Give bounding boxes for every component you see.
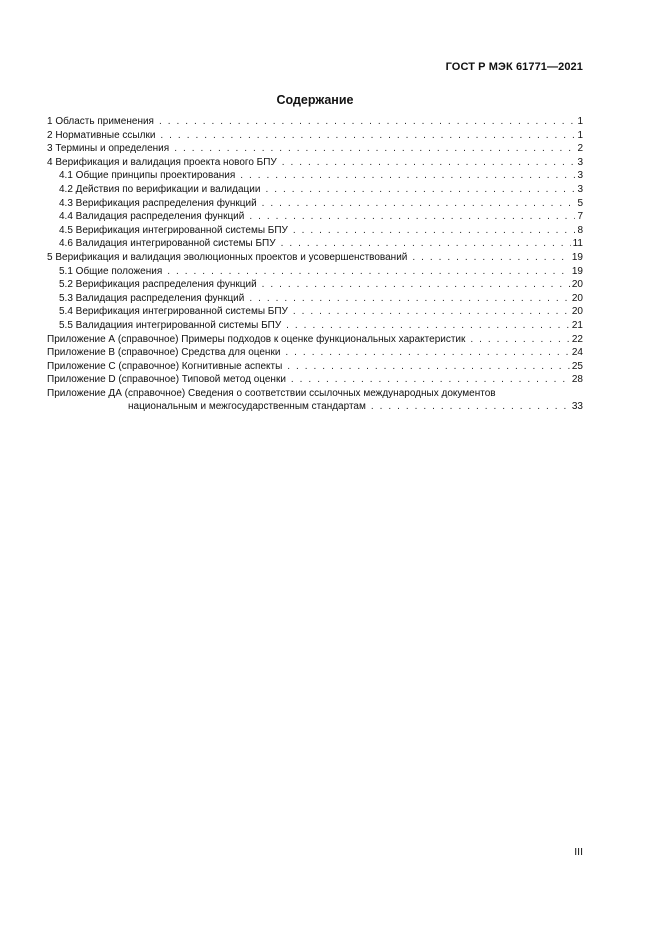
toc-entry-page: 1	[577, 129, 583, 141]
toc-entry-label: 3 Термины и определения	[47, 143, 170, 155]
toc-leader	[287, 360, 570, 374]
toc-entry-label: Приложение А (справочное) Примеры подходов к оценке функциональных характеристик	[47, 333, 466, 345]
toc-entry[interactable]	[47, 129, 583, 143]
toc-leader	[160, 129, 575, 143]
toc-entry-label: 5.3 Валидация распределения функций	[59, 292, 245, 304]
toc-entry-page: 3	[577, 183, 583, 195]
toc-entry-page: 2	[577, 143, 583, 155]
toc-entry-page: 24	[571, 347, 583, 359]
toc-leader	[167, 265, 570, 279]
toc-entry-page: 19	[571, 251, 583, 263]
toc-entry-page: 20	[571, 306, 583, 318]
toc-subentry[interactable]	[47, 292, 583, 306]
toc-subentry[interactable]	[47, 319, 583, 333]
toc-entry[interactable]	[47, 251, 583, 265]
toc-entry-page: 25	[571, 360, 583, 372]
toc-leader	[286, 319, 570, 333]
toc-leader	[174, 142, 575, 156]
toc-appendix[interactable]	[47, 346, 583, 360]
toc-entry-page: 20	[571, 279, 583, 291]
toc-leader	[249, 292, 570, 306]
toc-leader	[262, 278, 570, 292]
toc-leader	[285, 346, 569, 360]
toc-appendix[interactable]	[47, 333, 583, 347]
toc-entry-page: 33	[571, 401, 583, 413]
toc-subentry[interactable]	[47, 224, 583, 238]
toc-leader	[159, 115, 575, 129]
toc-entry-label: 5.5 Валидациия интегрированной системы БПУ	[59, 319, 282, 331]
toc-subentry[interactable]	[47, 265, 583, 279]
toc-entry-label: 1 Область применения	[47, 116, 154, 127]
toc-leader	[291, 373, 570, 387]
toc-leader	[371, 400, 570, 414]
toc-subentry[interactable]	[47, 183, 583, 197]
toc-leader	[293, 305, 570, 319]
toc-entry-page: 1	[577, 116, 583, 127]
toc-entry-label: Приложение С (справочное) Когнитивные аспекты	[47, 360, 283, 372]
toc-entry-label: Приложение D (справочное) Типовой метод оценки	[47, 374, 286, 386]
toc-entry-label: национальным и межгосударственным стандартам	[128, 401, 366, 413]
toc-entry-page: 19	[571, 265, 583, 277]
toc-appendix[interactable]	[47, 360, 583, 374]
toc-entry-page: 28	[571, 374, 583, 386]
toc-subentry[interactable]	[47, 169, 583, 183]
toc-entry-label: 4.3 Верификация распределения функций	[59, 197, 257, 209]
toc-entry-label: 4.5 Верификация интегрированной системы БПУ	[59, 224, 288, 236]
toc-entry-label: Приложение В (справочное) Средства для оценки	[47, 347, 281, 359]
table-of-contents	[47, 115, 583, 414]
toc-entry-page: 7	[577, 211, 583, 223]
toc-entry-label: 4.4 Валидация распределения функций	[59, 211, 245, 223]
toc-entry-label: 5.2 Верификация распределения функций	[59, 279, 257, 291]
toc-leader	[249, 210, 575, 224]
toc-entry-label: 5.1 Общие положения	[59, 265, 163, 277]
toc-entry-label: 4.6 Валидация интегрированной системы БПУ	[59, 238, 276, 250]
toc-subentry[interactable]	[47, 278, 583, 292]
toc-entry-label: 2 Нормативные ссылки	[47, 129, 156, 141]
toc-entry-page: 3	[577, 156, 583, 168]
toc-entry-label: 5 Верификация и валидация эволюционных проектов и усовершенствований	[47, 251, 408, 263]
toc-entry-page: 11	[572, 238, 583, 250]
toc-entry-page: 5	[577, 197, 583, 209]
toc-leader	[262, 197, 576, 211]
toc-entry-page: 21	[571, 319, 583, 331]
toc-entry-page: 8	[577, 224, 583, 236]
toc-entry-label: 4 Верификация и валидация проекта нового БПУ	[47, 156, 277, 168]
toc-entry[interactable]	[47, 142, 583, 156]
toc-subentry[interactable]	[47, 210, 583, 224]
toc-entry-label: 5.4 Верификация интегрированной системы БПУ	[59, 306, 288, 318]
toc-entry-label: 4.1 Общие принципы проектирования	[59, 170, 236, 182]
toc-appendix-continuation[interactable]	[47, 400, 583, 414]
toc-leader	[265, 183, 575, 197]
toc-leader	[281, 237, 571, 251]
toc-entry-label: 4.2 Действия по верификации и валидации	[59, 183, 261, 195]
toc-entry-page: 20	[571, 292, 583, 304]
toc-entry[interactable]	[47, 115, 583, 129]
page-title: Содержание	[276, 93, 354, 107]
toc-subentry[interactable]	[47, 305, 583, 319]
toc-leader	[293, 224, 576, 238]
toc-subentry[interactable]	[47, 197, 583, 211]
document-header: ГОСТ Р МЭК 61771—2021	[445, 61, 583, 73]
page-number: III	[574, 846, 583, 858]
toc-entry-page: 22	[571, 333, 583, 345]
toc-leader	[240, 169, 575, 183]
toc-leader	[412, 251, 570, 265]
toc-entry[interactable]	[47, 156, 583, 170]
toc-entry-page: 3	[577, 170, 583, 182]
toc-entry-label: Приложение ДА (справочное) Сведения о соответствии ссылочных международных документов	[47, 387, 496, 399]
toc-leader	[282, 156, 576, 170]
toc-subentry[interactable]	[47, 237, 583, 251]
toc-leader	[470, 333, 569, 347]
toc-appendix[interactable]	[47, 373, 583, 387]
toc-appendix[interactable]	[47, 387, 583, 401]
